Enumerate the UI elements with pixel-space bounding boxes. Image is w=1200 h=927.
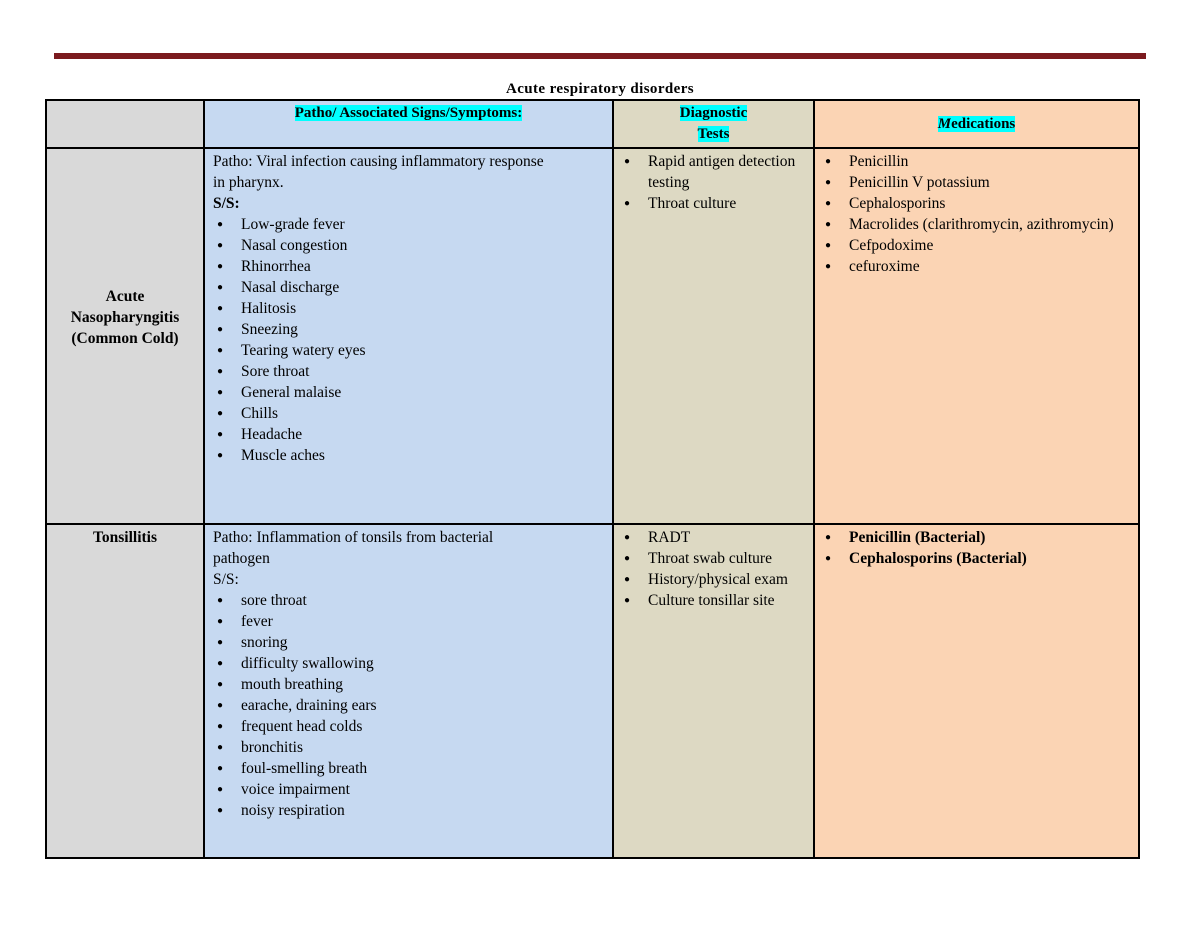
list-item: ● Rhinorrhea [241,256,606,277]
header-row [46,100,1139,148]
list-item: ● voice impairment [241,779,606,800]
list-item: ● snoring [241,632,606,653]
list-item: ● earache, draining ears [241,695,606,716]
medication-list [821,151,1132,277]
list-item: ● Penicillin [849,151,1132,172]
disorder-name-line: Nasopharyngitis [70,308,180,326]
list-item: ● frequent head colds [241,716,606,737]
list-item: ● General malaise [241,382,606,403]
test-list [620,527,807,611]
list-item: ● Headache [241,424,606,445]
tests-cell [613,148,814,524]
header-disorder [46,100,204,148]
list-item: ● Sneezing [241,319,606,340]
patho-cell [204,148,613,524]
list-item: ● Throat swab culture [648,548,807,569]
medication-list [821,527,1132,569]
patho-text: in pharynx. [213,174,284,191]
page-title: Acute respiratory disorders [506,81,694,97]
tests-cell [613,524,814,858]
header-patho [204,100,613,148]
patho-cell [204,524,613,858]
list-item: ● Culture tonsillar site [648,590,807,611]
list-item: ● fever [241,611,606,632]
list-item: ● Muscle aches [241,445,606,466]
disorder-name [46,148,204,524]
header-diagnostic [613,100,814,148]
ss-label: S/S: [213,195,240,212]
list-item: ● History/physical exam [648,569,807,590]
list-item: ● Nasal congestion [241,235,606,256]
list-item: ● Macrolides (clarithromycin, azithromycin) [849,214,1132,235]
list-item: ● Sore throat [241,361,606,382]
list-item: ● Penicillin (Bacterial) [849,527,1132,548]
list-item: ● Penicillin V potassium [849,172,1132,193]
list-item: ● Rapid antigen detection testing [648,151,807,193]
header-patho-label: Patho/ Associated Signs/Symptoms: [294,105,523,121]
list-item: ● Tearing watery eyes [241,340,606,361]
disorder-name: Tonsillitis [46,524,204,858]
list-item: ● Nasal discharge [241,277,606,298]
table-row-tonsillitis [46,524,1139,858]
list-item: ● foul-smelling breath [241,758,606,779]
header-medications-initial: M [937,115,952,132]
patho-text: Patho: Viral infection causing inflammatory response [213,153,544,170]
list-item: ● Throat culture [648,193,807,214]
list-item: ● Cephalosporins [849,193,1132,214]
ss-label: S/S: [213,571,239,588]
header-medications-rest: edications [951,115,1016,132]
list-item: ● bronchitis [241,737,606,758]
patho-text: Patho: Inflammation of tonsils from bacterial [213,529,494,546]
list-item: ● RADT [648,527,807,548]
header-diagnostic-line1: Diagnostic [679,105,748,121]
medications-cell [814,524,1139,858]
disorder-name-line: (Common Cold) [71,329,179,347]
list-item: ● noisy respiration [241,800,606,821]
list-item: ● difficulty swallowing [241,653,606,674]
patho-text: pathogen [213,550,270,567]
list-item: ● Chills [241,403,606,424]
symptom-list [213,214,606,466]
list-item: ● cefuroxime [849,256,1132,277]
disorder-name-line: Acute [105,287,145,305]
header-diagnostic-line2: Tests [697,126,730,142]
medications-cell [814,148,1139,524]
list-item: ● Cefpodoxime [849,235,1132,256]
disorders-table [45,99,1140,859]
list-item: ● mouth breathing [241,674,606,695]
table-row-nasopharyngitis [46,148,1139,524]
list-item: ● sore throat [241,590,606,611]
list-item: ● Low-grade fever [241,214,606,235]
list-item: ● Halitosis [241,298,606,319]
top-divider-rule [54,53,1146,59]
header-medications [814,100,1139,148]
list-item: ● Cephalosporins (Bacterial) [849,548,1132,569]
test-list [620,151,807,214]
symptom-list [213,590,606,821]
